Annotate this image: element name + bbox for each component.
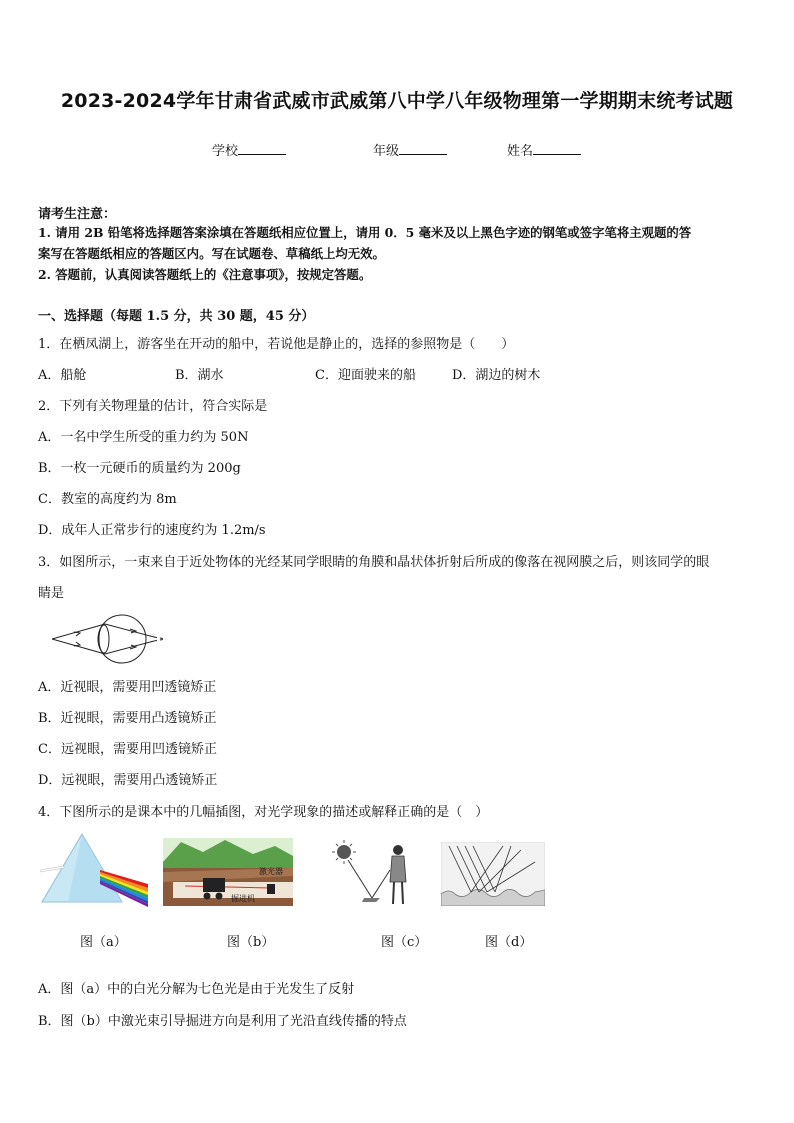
q2-option-a: A．一名中学生所受的重力约为 50N bbox=[38, 430, 249, 445]
school-field bbox=[212, 140, 286, 159]
name-label: 姓名 bbox=[507, 144, 534, 159]
q1-stem: 1．在栖凤湖上，游客坐在开动的船中，若说他是静止的，选择的参照物是（ ） bbox=[38, 337, 515, 352]
eyeball bbox=[98, 615, 146, 663]
grade-label: 年级 bbox=[373, 144, 400, 159]
notice-item1-line2: 案写在答题纸相应的答题区内。写在试题卷、草稿纸上均无效。 bbox=[38, 246, 385, 261]
page-title: 2023-2024学年甘肃省武威市武威第八中学八年级物理第一学期期末统考试题 bbox=[60, 90, 734, 112]
q2-option-d: D．成年人正常步行的速度约为 1.2m/s bbox=[38, 523, 266, 538]
notice-heading: 请考生注意： bbox=[38, 207, 117, 222]
school-blank[interactable] bbox=[238, 142, 286, 155]
figure-c-label: 图（c） bbox=[381, 935, 428, 950]
figure-d-label: 图（d） bbox=[485, 935, 533, 950]
q2-option-b: B．一枚一元硬币的质量约为 200g bbox=[38, 461, 241, 476]
notice-item2: 2. 答题前，认真阅读答题纸上的《注意事项》，按规定答题。 bbox=[38, 267, 372, 282]
q3-stem-line1: 3．如图所示，一束来自于近处物体的光经某同学眼睛的角膜和晶状体折射后所成的像落在视网膜之后，则该同学的眼 bbox=[38, 555, 710, 570]
figure-d-diffuse-reflection bbox=[441, 842, 545, 906]
q3-option-b: B．近视眼，需要用凸透镜矫正 bbox=[38, 711, 217, 726]
eye-diagram bbox=[50, 612, 175, 667]
grade-blank[interactable] bbox=[399, 142, 447, 155]
name-blank[interactable] bbox=[533, 142, 581, 155]
q1-option-b: B．湖水 bbox=[175, 368, 224, 383]
notice-item1-line1: 1. 请用 2B 铅笔将选择题答案涂填在答题纸相应位置上，请用 0．5 毫米及以上黑色字迹的钢笔或签字笔将主观题的答 bbox=[38, 225, 692, 240]
q2-stem: 2．下列有关物理量的估计，符合实际是 bbox=[38, 399, 268, 414]
figure-b-label: 图（b） bbox=[227, 935, 275, 950]
q1-option-a: A．船舱 bbox=[38, 368, 87, 383]
tunneler-label: 掘进机 bbox=[231, 894, 255, 903]
q3-option-a: A．近视眼，需要用凹透镜矫正 bbox=[38, 680, 217, 695]
q1-option-c: C．迎面驶来的船 bbox=[315, 368, 416, 383]
q2-option-c: C．教室的高度约为 8m bbox=[38, 492, 177, 507]
q4-option-b: B．图（b）中激光束引导掘进方向是利用了光沿直线传播的特点 bbox=[38, 1014, 407, 1029]
figure-a-label: 图（a） bbox=[80, 935, 127, 950]
section1-heading: 一、选择题（每题 1.5 分，共 30 题，45 分） bbox=[38, 309, 315, 324]
q3-stem-line2: 睛是 bbox=[38, 586, 65, 601]
school-label: 学校 bbox=[212, 144, 239, 159]
figure-c-reflection bbox=[330, 838, 418, 910]
q1-option-d: D．湖边的树木 bbox=[452, 368, 541, 383]
q3-option-c: C．远视眼，需要用凹透镜矫正 bbox=[38, 742, 217, 757]
q3-option-d: D．远视眼，需要用凸透镜矫正 bbox=[38, 773, 218, 788]
laser-label: 激光器 bbox=[259, 867, 283, 876]
q4-option-a: A．图（a）中的白光分解为七色光是由于光发生了反射 bbox=[38, 982, 355, 997]
q4-stem: 4．下图所示的是课本中的几幅插图，对光学现象的描述或解释正确的是（ ） bbox=[38, 805, 489, 820]
lens bbox=[99, 625, 109, 653]
grade-field bbox=[373, 140, 447, 159]
figure-b-tunnel bbox=[163, 838, 293, 906]
name-field bbox=[507, 140, 581, 159]
figure-a-prism bbox=[40, 832, 150, 907]
